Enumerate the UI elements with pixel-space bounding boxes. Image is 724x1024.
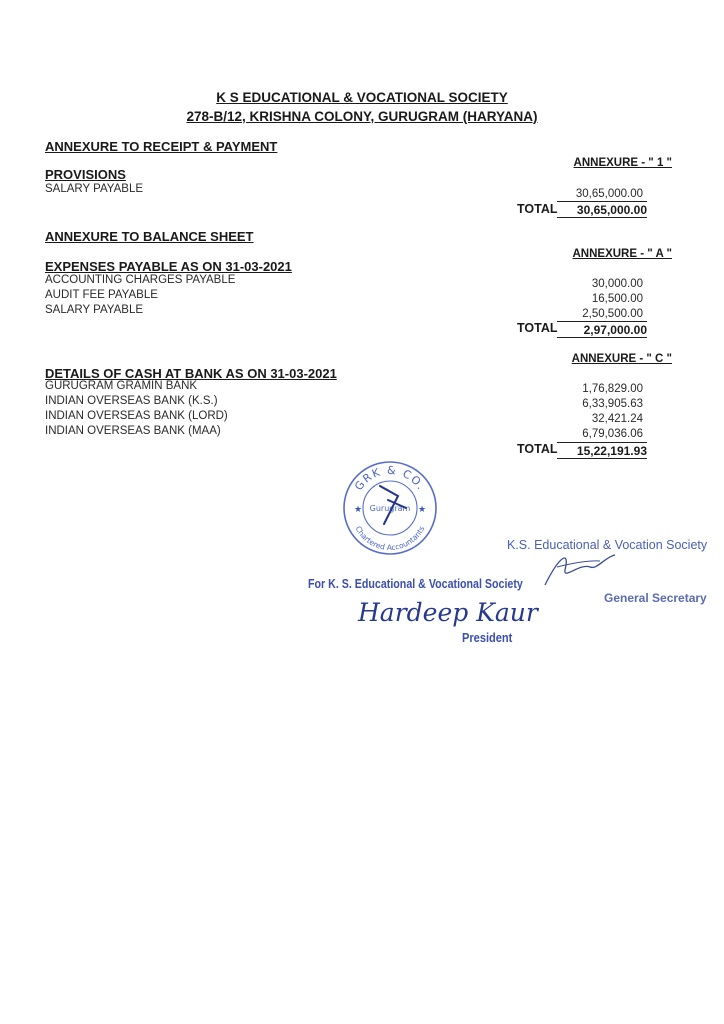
annexure-1-label: ANNEXURE - " 1 " <box>573 157 672 169</box>
organization-name: K S EDUCATIONAL & VOCATIONAL SOCIETY <box>216 90 508 105</box>
line-item-amount: 30,65,000.00 <box>575 188 643 200</box>
line-item-label: SALARY PAYABLE <box>45 183 144 195</box>
star-icon: ★ <box>354 504 363 514</box>
stamp-center-text: Gurugram <box>369 504 411 513</box>
auditor-stamp <box>340 458 440 558</box>
balance-sheet-heading: ANNEXURE TO BALANCE SHEET <box>45 229 254 244</box>
line-item-label: ACCOUNTING CHARGES PAYABLE <box>45 274 236 286</box>
stamp-bottom-text: Chartered Accountants <box>353 524 427 553</box>
line-item-label: INDIAN OVERSEAS BANK (MAA) <box>45 425 221 437</box>
president-org-stamp: For K. S. Educational & Vocational Society <box>308 576 523 591</box>
president-title: President <box>462 630 513 645</box>
line-item-label: INDIAN OVERSEAS BANK (LORD) <box>45 410 228 422</box>
line-item-amount: 16,500.00 <box>591 293 643 305</box>
line-item-label: INDIAN OVERSEAS BANK (K.S.) <box>45 395 218 407</box>
secretary-title: General Secretary <box>604 591 707 605</box>
star-icon: ★ <box>418 504 427 514</box>
line-item-label: AUDIT FEE PAYABLE <box>45 289 158 301</box>
line-item-amount: 32,421.24 <box>591 413 643 425</box>
line-item-amount: 2,50,500.00 <box>582 308 643 320</box>
organization-address: 278-B/12, KRISHNA COLONY, GURUGRAM (HARYANA) <box>186 109 538 124</box>
total-amount: 30,65,000.00 <box>557 201 647 218</box>
line-item-label: SALARY PAYABLE <box>45 304 144 316</box>
svg-text:GRK & CO. <box>352 464 428 493</box>
total-label: TOTAL <box>517 321 558 335</box>
line-item-label: GURUGRAM GRAMIN BANK <box>45 380 198 392</box>
line-item-amount: 1,76,829.00 <box>582 383 643 395</box>
cash-at-bank-subheading: DETAILS OF CASH AT BANK AS ON 31-03-2021 <box>45 366 337 381</box>
line-item-amount: 6,79,036.06 <box>582 428 643 440</box>
provisions-subheading: PROVISIONS <box>45 167 126 182</box>
president-signature: Hardeep Kaur <box>358 598 538 627</box>
annexure-a-label: ANNEXURE - " A " <box>572 248 672 260</box>
total-label: TOTAL <box>517 442 558 456</box>
secretary-org-stamp: K.S. Educational & Vocation Society <box>507 538 708 552</box>
svg-text:Chartered Accountants <box>354 525 427 553</box>
secretary-signature-scribble <box>535 545 625 590</box>
receipt-payment-heading: ANNEXURE TO RECEIPT & PAYMENT <box>45 139 278 154</box>
expenses-payable-subheading: EXPENSES PAYABLE AS ON 31-03-2021 <box>45 259 292 274</box>
total-amount: 15,22,191.93 <box>557 442 647 459</box>
line-item-amount: 30,000.00 <box>591 278 643 290</box>
line-item-amount: 6,33,905.63 <box>582 398 643 410</box>
annexure-c-label: ANNEXURE - " C " <box>571 353 672 365</box>
stamp-top-text: GRK & CO. <box>352 463 429 493</box>
total-amount: 2,97,000.00 <box>557 321 647 338</box>
total-label: TOTAL <box>517 202 558 216</box>
